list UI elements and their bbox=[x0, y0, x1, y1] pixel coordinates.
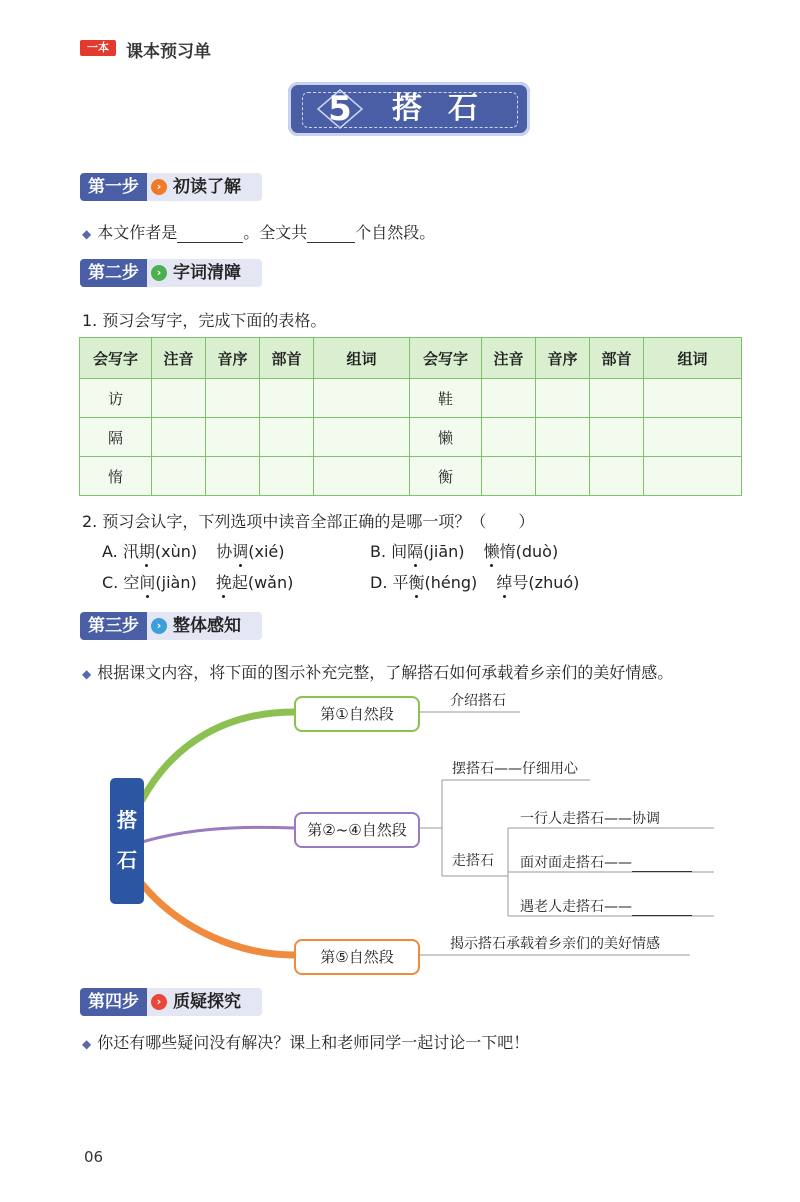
node3-leaf: 揭示搭石承载着乡亲们的美好情感 bbox=[450, 936, 660, 952]
sub-text: 遇老人走搭石—— bbox=[520, 899, 632, 915]
instruction-text: 根据课文内容，将下面的图示补充完整，了解搭石如何承载着乡亲们的美好情感。 bbox=[97, 663, 674, 682]
table-char-cell: 懒 bbox=[410, 418, 482, 457]
q-text: 。全文共 bbox=[243, 223, 308, 242]
option-char: 协 bbox=[216, 542, 233, 561]
option-letter: B. bbox=[370, 542, 387, 561]
step1-label: 第一步 bbox=[80, 173, 147, 201]
root-char: 石 bbox=[117, 848, 137, 872]
page-number: 06 bbox=[84, 1148, 104, 1166]
dotted-char: 懒 bbox=[483, 542, 500, 561]
step2-label: 第二步 bbox=[80, 259, 147, 287]
discussion-text: 你还有哪些疑问没有解决？课上和老师同学一起讨论一下吧！ bbox=[97, 1033, 530, 1052]
table-header: 部首 bbox=[260, 338, 314, 379]
header-title: 课本预习单 bbox=[126, 42, 211, 62]
branch-3 bbox=[142, 884, 294, 955]
dotted-char: 间 bbox=[139, 573, 156, 592]
option-letter: C. bbox=[102, 573, 119, 592]
option-char: 汛 bbox=[122, 542, 139, 561]
step2-q2: 2. 预习会认字，下列选项中读音全部正确的是哪一项？（ ） bbox=[82, 512, 535, 531]
branch-1 bbox=[142, 712, 294, 800]
q-text: 个自然段。 bbox=[355, 223, 436, 242]
lesson-title: 搭石 bbox=[392, 91, 504, 126]
root-char: 搭 bbox=[117, 808, 137, 832]
option-char: 号 bbox=[512, 573, 529, 592]
pinyin: (zhuó) bbox=[528, 573, 580, 592]
pinyin: (xié) bbox=[248, 542, 285, 561]
step4-header bbox=[80, 988, 262, 1016]
option-letter: A. bbox=[102, 542, 118, 561]
node-paragraph-1: 第①自然段 bbox=[294, 696, 420, 732]
option-char: 间 bbox=[391, 542, 408, 561]
step4-label: 第四步 bbox=[80, 988, 147, 1016]
diamond-bullet-icon: ◆ bbox=[82, 667, 92, 681]
node-paragraph-5: 第⑤自然段 bbox=[294, 939, 420, 975]
option-char: 空 bbox=[123, 573, 140, 592]
node2-leaf2: 走搭石 bbox=[452, 853, 494, 869]
table-header: 注音 bbox=[482, 338, 536, 379]
table-char-cell: 访 bbox=[80, 379, 152, 418]
diamond-bullet-icon: ◆ bbox=[82, 1037, 92, 1051]
node2-sub3 bbox=[520, 896, 692, 916]
q-text: 本文作者是 bbox=[97, 223, 178, 242]
dotted-char: 期 bbox=[138, 542, 155, 561]
lesson-number: 5 bbox=[328, 89, 352, 129]
pinyin: (jiān) bbox=[423, 542, 465, 561]
node-paragraph-2-4: 第②~④自然段 bbox=[294, 812, 420, 848]
chevron-right-icon: › bbox=[151, 179, 167, 195]
step3-title: 整体感知 bbox=[173, 616, 241, 636]
chevron-right-icon: › bbox=[151, 618, 167, 634]
step4-title: 质疑探究 bbox=[173, 992, 241, 1012]
table-header: 会写字 bbox=[410, 338, 482, 379]
table-char-cell: 衡 bbox=[410, 457, 482, 496]
option-char: 惰 bbox=[499, 542, 516, 561]
sub-text: 面对面走搭石—— bbox=[520, 855, 632, 871]
pinyin: (héng) bbox=[424, 573, 478, 592]
dotted-char: 调 bbox=[232, 542, 249, 561]
brand-badge: 一本 bbox=[80, 40, 116, 56]
table-header: 音序 bbox=[536, 338, 590, 379]
option-letter: D. bbox=[370, 573, 388, 592]
table-header: 音序 bbox=[206, 338, 260, 379]
step3-label: 第三步 bbox=[80, 612, 147, 640]
step4-text bbox=[82, 1030, 529, 1053]
table-header: 会写字 bbox=[80, 338, 152, 379]
diamond-bullet-icon: ◆ bbox=[82, 227, 92, 241]
mind-map-root bbox=[110, 778, 144, 904]
node2-leaf1: 摆搭石——仔细用心 bbox=[452, 761, 578, 777]
table-header: 部首 bbox=[590, 338, 644, 379]
chevron-right-icon: › bbox=[151, 265, 167, 281]
pinyin: (wǎn) bbox=[247, 573, 294, 592]
answer-blank[interactable] bbox=[632, 897, 692, 916]
table-header: 注音 bbox=[152, 338, 206, 379]
branch-2 bbox=[142, 827, 294, 842]
chevron-right-icon: › bbox=[151, 994, 167, 1010]
dotted-char: 隔 bbox=[407, 542, 424, 561]
step1-title: 初读了解 bbox=[173, 177, 241, 197]
table-header: 组词 bbox=[644, 338, 742, 379]
dotted-char: 挽 bbox=[215, 573, 232, 592]
dotted-char: 衡 bbox=[408, 573, 425, 592]
step2-q1: 1. 预习会写字，完成下面的表格。 bbox=[82, 311, 327, 330]
table-char-cell: 隔 bbox=[80, 418, 152, 457]
pinyin: (duò) bbox=[515, 542, 559, 561]
step2-title: 字词清障 bbox=[173, 263, 241, 283]
table-char-cell: 鞋 bbox=[410, 379, 482, 418]
pinyin: (xùn) bbox=[154, 542, 198, 561]
node2-sub2 bbox=[520, 852, 692, 872]
dotted-char: 绰 bbox=[496, 573, 513, 592]
node1-leaf: 介绍搭石 bbox=[450, 693, 506, 709]
node2-sub1: 一行人走搭石——协调 bbox=[520, 811, 660, 827]
option-char: 起 bbox=[231, 573, 248, 592]
answer-blank[interactable] bbox=[632, 853, 692, 872]
table-header: 组词 bbox=[314, 338, 410, 379]
pinyin: (jiàn) bbox=[155, 573, 197, 592]
option-char: 平 bbox=[392, 573, 409, 592]
table-char-cell: 惰 bbox=[80, 457, 152, 496]
